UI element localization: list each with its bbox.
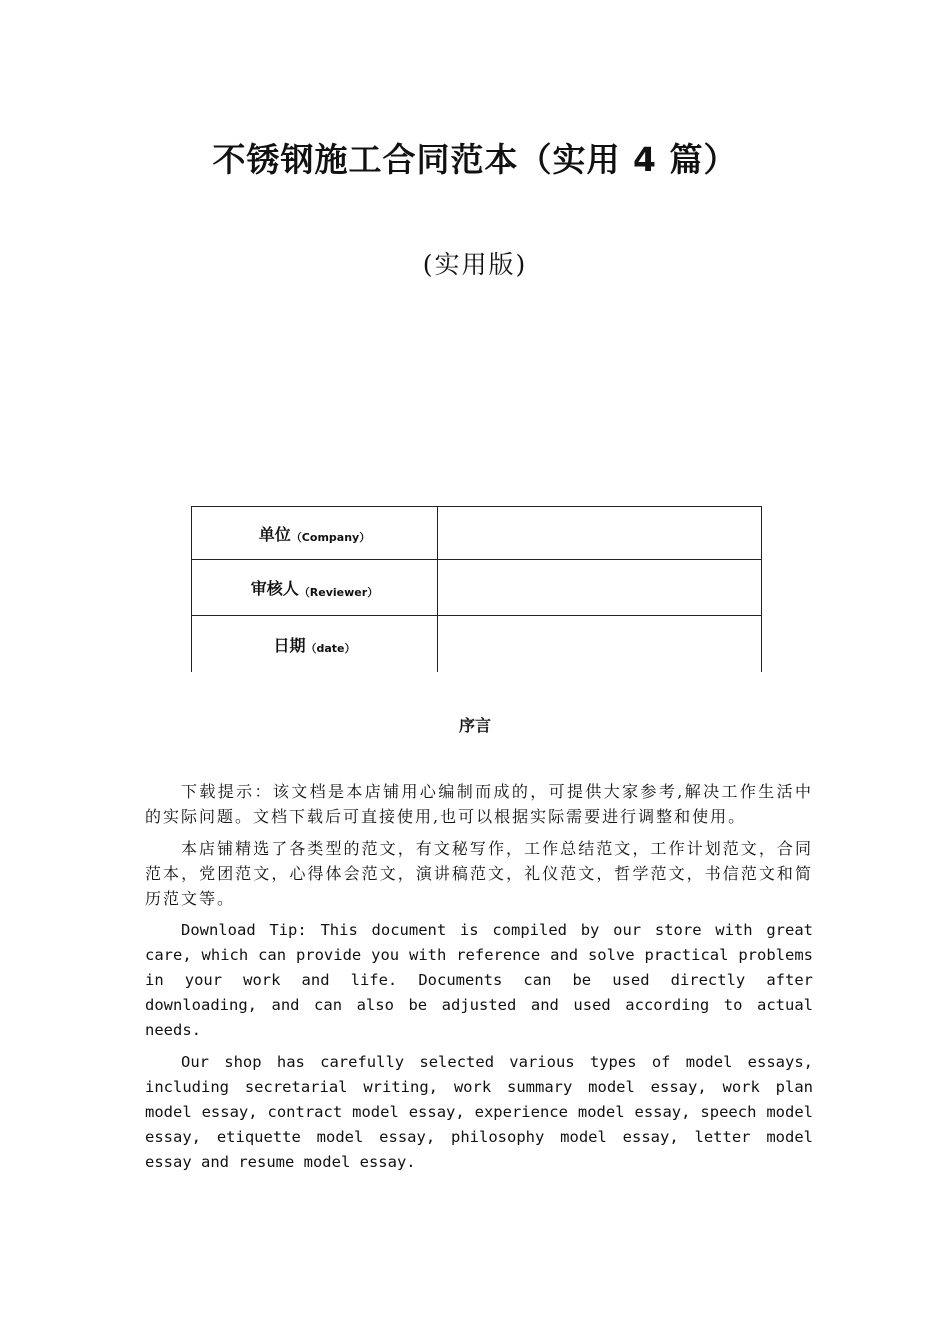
info-label-en: （date） xyxy=(305,642,356,655)
document-subtitle: (实用版) xyxy=(422,250,528,279)
info-label-date xyxy=(192,616,438,672)
preface-paragraph: Our shop has carefully selected various types of model essays, including secretarial writing, work summary model essay, work plan model essay, contract model essay, experience model essay, speech model essay, etiquette model essay, philosophy model essay, letter model essay and resume model essay. xyxy=(145,1053,813,1171)
info-value-company xyxy=(438,507,761,559)
preface-paragraph: 下载提示：该文档是本店铺用心编制而成的，可提供大家参考,解决工作生活中的实际问题。文档下载后可直接使用,也可以根据实际需要进行调整和使用。 xyxy=(145,782,813,826)
info-row-reviewer xyxy=(192,560,761,616)
info-value-reviewer xyxy=(438,560,761,615)
info-row-date xyxy=(192,616,761,672)
info-label-en: （Company） xyxy=(290,531,371,544)
preface-body xyxy=(145,779,813,1182)
info-label-zh: 日期 xyxy=(273,635,306,655)
info-value-date xyxy=(438,616,761,672)
document-title: 不锈钢施工合同范本（实用 4 篇） xyxy=(212,140,738,179)
info-label-reviewer xyxy=(192,560,438,615)
preface-title: 序言 xyxy=(458,716,491,735)
preface-paragraph: Download Tip: This document is compiled by our store with great care, which can provide you with reference and solve practical problems in your work and life. Documents can be used directly after downloading, and can also be adjusted and used according to actual needs. xyxy=(145,921,813,1039)
info-label-company xyxy=(192,507,438,559)
info-label-en: （Reviewer） xyxy=(298,585,379,599)
preface-paragraph: 本店铺精选了各类型的范文，有文秘写作，工作总结范文，工作计划范文，合同范本，党团范文，心得体会范文，演讲稿范文，礼仪范文，哲学范文，书信范文和简历范文等。 xyxy=(145,839,813,908)
info-label-zh: 单位 xyxy=(258,524,291,544)
info-table xyxy=(191,506,762,672)
info-label-zh: 审核人 xyxy=(250,579,299,598)
info-row-company xyxy=(192,507,761,560)
